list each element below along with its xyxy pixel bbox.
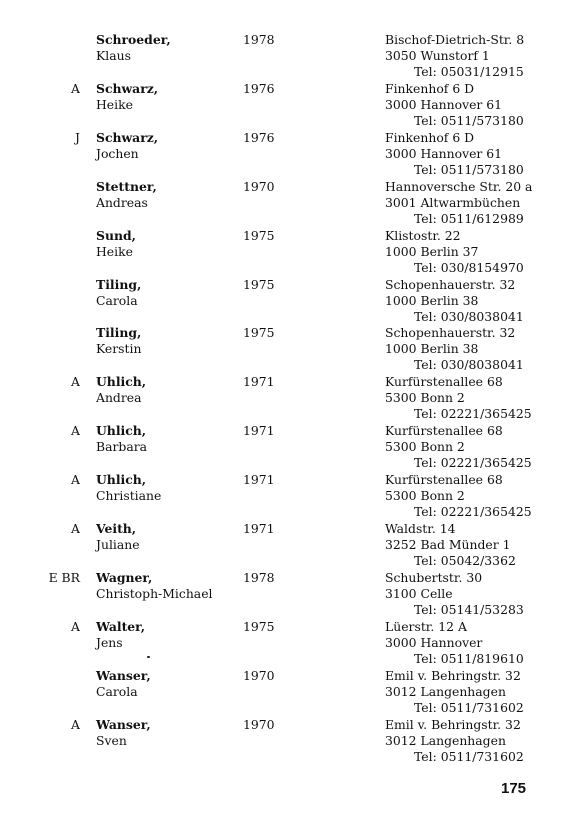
entry-street: Finkenhof 6 D xyxy=(385,81,475,96)
entry-code: A xyxy=(71,472,80,487)
entry-year: 1971 xyxy=(243,374,275,389)
directory-entry xyxy=(0,179,573,227)
entry-year: 1971 xyxy=(243,423,275,438)
entry-phone: Tel: 0511/612989 xyxy=(414,211,524,226)
entry-city: 3000 Hannover 61 xyxy=(385,97,503,112)
entry-year: 1976 xyxy=(243,81,275,96)
entry-phone: Tel: 030/8038041 xyxy=(414,357,524,372)
entry-year: 1975 xyxy=(243,325,275,340)
directory-entry xyxy=(0,325,573,373)
entry-code: A xyxy=(71,423,80,438)
directory-entry xyxy=(0,32,573,80)
directory-entry xyxy=(0,423,573,471)
entry-city: 3012 Langenhagen xyxy=(385,733,506,748)
entry-year: 1975 xyxy=(243,619,275,634)
entry-street: Waldstr. 14 xyxy=(385,521,456,536)
entry-city: 3001 Altwarmbüchen xyxy=(385,195,521,210)
entry-phone: Tel: 0511/731602 xyxy=(414,700,524,715)
entry-street: Schopenhauerstr. 32 xyxy=(385,325,516,340)
entry-city: 5300 Bonn 2 xyxy=(385,439,465,454)
entry-year: 1970 xyxy=(243,179,275,194)
entry-city: 3100 Celle xyxy=(385,586,453,601)
entry-code: J xyxy=(75,130,80,145)
entry-year: 1971 xyxy=(243,521,275,536)
entry-surname: Wanser, xyxy=(96,668,151,683)
entry-phone: Tel: 0511/731602 xyxy=(414,749,524,764)
directory-entry xyxy=(0,521,573,569)
entry-surname: Uhlich, xyxy=(96,374,147,389)
entry-phone: Tel: 0511/573180 xyxy=(414,162,524,177)
entry-surname: Walter, xyxy=(96,619,146,634)
entry-firstname: Kerstin xyxy=(96,341,142,356)
entry-street: Kurfürstenallee 68 xyxy=(385,423,503,438)
page-number: 175 xyxy=(501,780,527,797)
directory-entry xyxy=(0,374,573,422)
entry-street: Emil v. Behringstr. 32 xyxy=(385,668,521,683)
entry-phone: Tel: 02221/365425 xyxy=(414,406,532,421)
directory-entry xyxy=(0,228,573,276)
entry-surname: Schroeder, xyxy=(96,32,171,47)
entry-street: Kurfürstenallee 68 xyxy=(385,374,503,389)
entry-firstname: Andreas xyxy=(96,195,148,210)
entry-firstname: Christiane xyxy=(96,488,162,503)
entry-phone: Tel: 030/8154970 xyxy=(414,260,524,275)
entry-firstname: Jens xyxy=(96,635,123,650)
entry-city: 5300 Bonn 2 xyxy=(385,390,465,405)
entry-street: Klistostr. 22 xyxy=(385,228,461,243)
entry-year: 1976 xyxy=(243,130,275,145)
entry-code: A xyxy=(71,521,80,536)
entry-street: Lüerstr. 12 A xyxy=(385,619,467,634)
entry-street: Bischof-Dietrich-Str. 8 xyxy=(385,32,525,47)
entry-surname: Schwarz, xyxy=(96,81,159,96)
entry-surname: Schwarz, xyxy=(96,130,159,145)
entry-firstname: Jochen xyxy=(96,146,139,161)
entry-surname: Wagner, xyxy=(96,570,153,585)
entry-year: 1978 xyxy=(243,32,275,47)
entry-firstname: Christoph-Michael xyxy=(96,586,213,601)
entry-phone: Tel: 0511/819610 xyxy=(414,651,524,666)
directory-entry xyxy=(0,277,573,325)
entry-street: Schopenhauerstr. 32 xyxy=(385,277,516,292)
entry-street: Finkenhof 6 D xyxy=(385,130,475,145)
entry-surname: Wanser, xyxy=(96,717,151,732)
entry-year: 1970 xyxy=(243,668,275,683)
entry-surname: Stettner, xyxy=(96,179,157,194)
entry-phone: Tel: 02221/365425 xyxy=(414,504,532,519)
entry-code: A xyxy=(71,717,80,732)
entry-code: E BR xyxy=(48,570,80,585)
entry-year: 1975 xyxy=(243,228,275,243)
entry-surname: Uhlich, xyxy=(96,423,147,438)
entry-code: A xyxy=(71,81,80,96)
entry-firstname: Juliane xyxy=(96,537,140,552)
entry-year: 1970 xyxy=(243,717,275,732)
entry-street: Emil v. Behringstr. 32 xyxy=(385,717,521,732)
entry-phone: Tel: 05141/53283 xyxy=(414,602,524,617)
directory-entry xyxy=(0,668,573,716)
directory-entry xyxy=(0,130,573,178)
entry-code: A xyxy=(71,619,80,634)
entry-city: 3252 Bad Münder 1 xyxy=(385,537,511,552)
entry-street: Schubertstr. 30 xyxy=(385,570,483,585)
entry-firstname: Sven xyxy=(96,733,127,748)
entry-surname: Uhlich, xyxy=(96,472,147,487)
entry-phone: Tel: 0511/573180 xyxy=(414,113,524,128)
entry-city: 1000 Berlin 37 xyxy=(385,244,479,259)
entry-city: 3050 Wunstorf 1 xyxy=(385,48,490,63)
entry-city: 1000 Berlin 38 xyxy=(385,341,479,356)
entry-firstname: Carola xyxy=(96,684,138,699)
entry-city: 3000 Hannover xyxy=(385,635,483,650)
directory-entry xyxy=(0,619,573,667)
entry-firstname: Andrea xyxy=(96,390,142,405)
entry-surname: Tiling, xyxy=(96,277,142,292)
entry-firstname: Carola xyxy=(96,293,138,308)
directory-entry xyxy=(0,81,573,129)
entry-phone: Tel: 05042/3362 xyxy=(414,553,516,568)
directory-entry xyxy=(0,717,573,765)
entry-year: 1975 xyxy=(243,277,275,292)
entry-street: Kurfürstenallee 68 xyxy=(385,472,503,487)
entry-surname: Sund, xyxy=(96,228,136,243)
entry-surname: Veith, xyxy=(96,521,137,536)
entry-year: 1978 xyxy=(243,570,275,585)
print-speck xyxy=(147,656,150,658)
entry-phone: Tel: 030/8038041 xyxy=(414,309,524,324)
entry-street: Hannoversche Str. 20 a xyxy=(385,179,533,194)
entry-firstname: Klaus xyxy=(96,48,131,63)
entry-city: 5300 Bonn 2 xyxy=(385,488,465,503)
directory-entry xyxy=(0,570,573,618)
entry-year: 1971 xyxy=(243,472,275,487)
entry-phone: Tel: 05031/12915 xyxy=(414,64,524,79)
entry-code: A xyxy=(71,374,80,389)
entry-city: 3000 Hannover 61 xyxy=(385,146,503,161)
entry-firstname: Barbara xyxy=(96,439,148,454)
entry-city: 1000 Berlin 38 xyxy=(385,293,479,308)
directory-entry xyxy=(0,472,573,520)
entry-surname: Tiling, xyxy=(96,325,142,340)
entry-city: 3012 Langenhagen xyxy=(385,684,506,699)
entry-firstname: Heike xyxy=(96,244,133,259)
entry-firstname: Heike xyxy=(96,97,133,112)
entry-phone: Tel: 02221/365425 xyxy=(414,455,532,470)
